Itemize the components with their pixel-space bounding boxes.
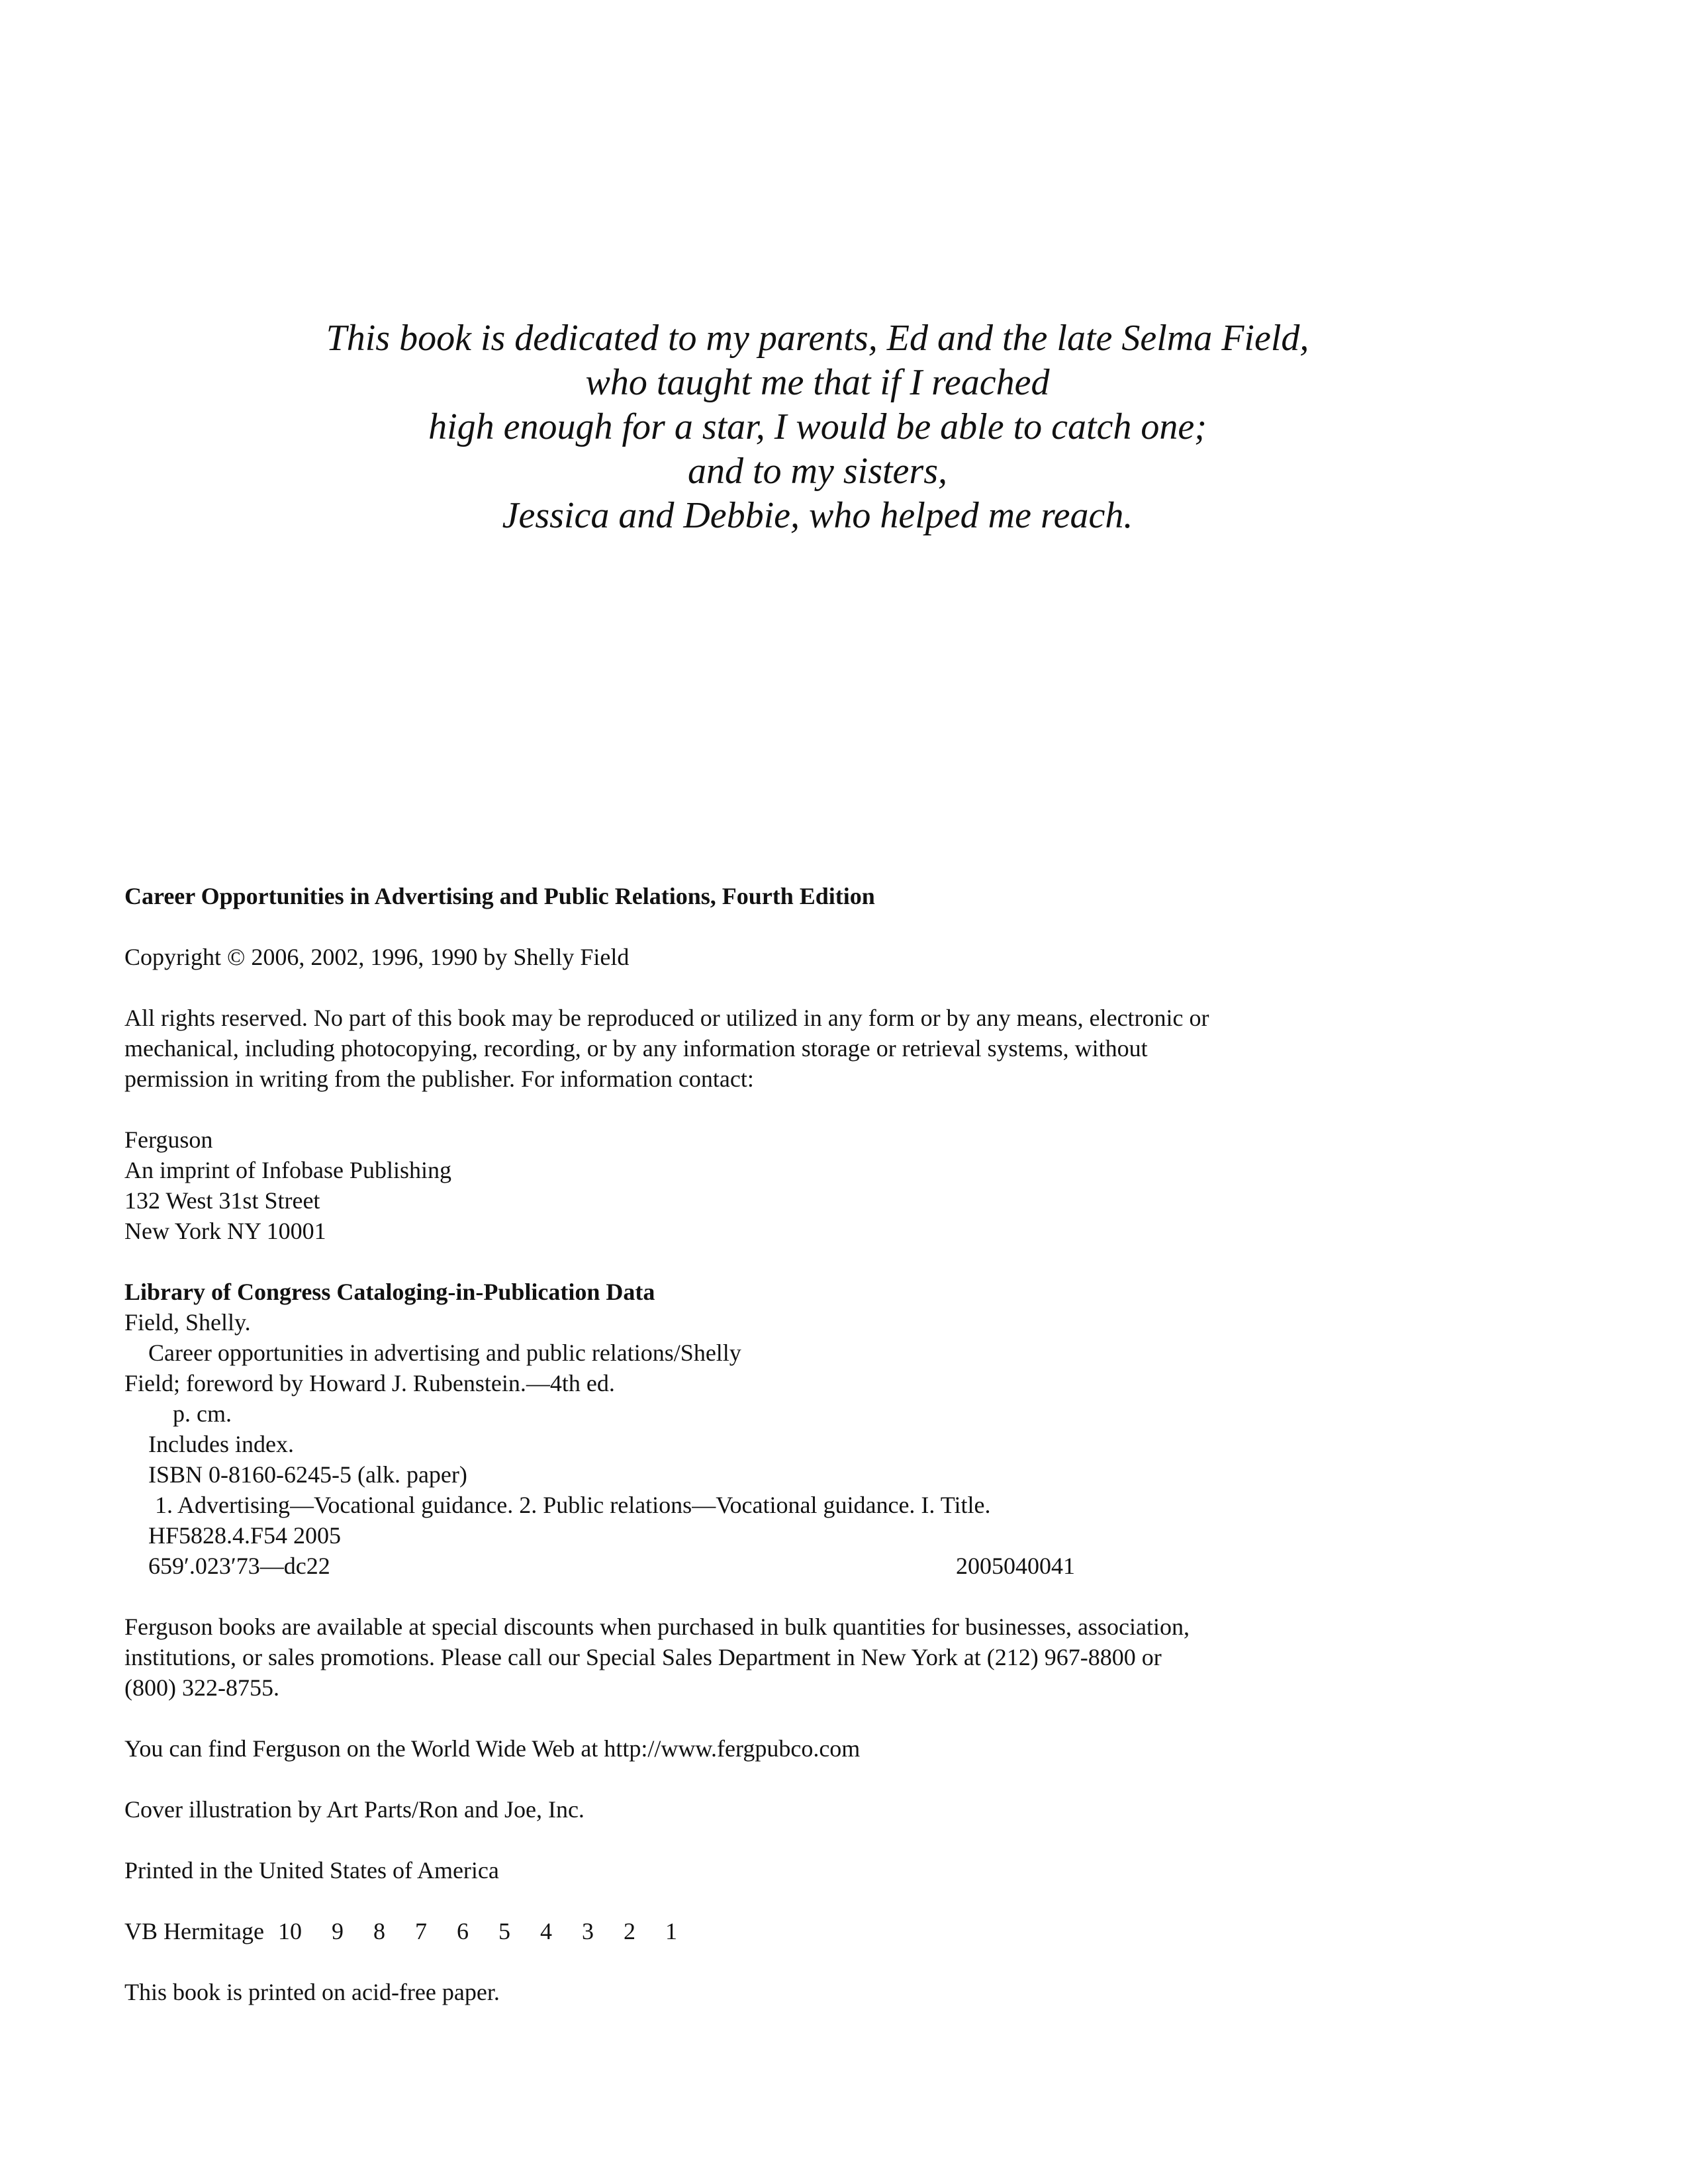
dedication-line: who taught me that if I reached xyxy=(585,362,1050,403)
copyright-page xyxy=(124,881,1382,2007)
cover-credit: Cover illustration by Art Parts/Ron and Joe, Inc. xyxy=(124,1796,585,1823)
cip-isbn: ISBN 0-8160-6245-5 (alk. paper) xyxy=(148,1461,467,1488)
dedication xyxy=(0,316,1635,538)
paper-note: This book is printed on acid-free paper. xyxy=(124,1979,500,2005)
print-number: 2 xyxy=(623,1918,635,1944)
print-number: 5 xyxy=(498,1918,510,1944)
dedication-line: and to my sisters, xyxy=(688,451,947,492)
print-number: 6 xyxy=(456,1918,469,1944)
dedication-line: high enough for a star, I would be able to catch one; xyxy=(428,406,1207,447)
sales-line: institutions, or sales promotions. Please call our Special Sales Department in New York at (212) 967-8800 or xyxy=(124,1644,1162,1670)
printed-line: Printed in the United States of America xyxy=(124,1857,499,1884)
dedication-line: This book is dedicated to my parents, Ed and the late Selma Field, xyxy=(326,318,1309,359)
book-title: Career Opportunities in Advertising and Public Relations, Fourth Edition xyxy=(124,883,875,909)
cip-title: Field; foreword by Howard J. Rubenstein.—4th ed. xyxy=(124,1370,615,1396)
print-number: 10 xyxy=(277,1918,302,1944)
publisher-line: New York NY 10001 xyxy=(124,1218,326,1244)
print-number: 1 xyxy=(665,1918,677,1944)
rights-line: mechanical, including photocopying, recording, or by any information storage or retrieval systems, without xyxy=(124,1035,1148,1062)
cip-title: Career opportunities in advertising and public relations/Shelly xyxy=(148,1340,741,1366)
rights-line: permission in writing from the publisher. For information contact: xyxy=(124,1066,754,1092)
print-number: 4 xyxy=(539,1918,552,1944)
print-number: 8 xyxy=(373,1918,385,1944)
rights-line: All rights reserved. No part of this book may be reproduced or utilized in any form or by any means, electronic or xyxy=(124,1005,1209,1031)
web-line: You can find Ferguson on the World Wide Web at http://www.fergpubco.com xyxy=(124,1735,861,1762)
print-line xyxy=(124,1916,1382,1946)
sales-line: Ferguson books are available at special discounts when purchased in bulk quantities for businesses, association, xyxy=(124,1614,1190,1640)
cip-lccn: 2005040041 xyxy=(956,1553,1075,1579)
print-number: 7 xyxy=(414,1918,427,1944)
cip-author: Field, Shelly. xyxy=(124,1309,251,1336)
cip-lcc: HF5828.4.F54 2005 xyxy=(148,1522,342,1549)
publisher-line: 132 West 31st Street xyxy=(124,1187,320,1214)
dedication-line: Jessica and Debbie, who helped me reach. xyxy=(502,495,1133,536)
print-number: 3 xyxy=(581,1918,594,1944)
publisher-line: Ferguson xyxy=(124,1126,213,1153)
copyright-notice: Copyright © 2006, 2002, 1996, 1990 by Shelly Field xyxy=(124,944,630,970)
cip-subjects: 1. Advertising—Vocational guidance. 2. Public relations—Vocational guidance. I. Title. xyxy=(155,1492,991,1518)
publisher-line: An imprint of Infobase Publishing xyxy=(124,1157,451,1183)
sales-line: (800) 322-8755. xyxy=(124,1674,279,1701)
cip-heading: Library of Congress Cataloging-in-Publication Data xyxy=(124,1279,655,1305)
print-number: 9 xyxy=(331,1918,344,1944)
cip-classification-row xyxy=(124,1551,1382,1581)
cip-index: Includes index. xyxy=(148,1431,294,1457)
cip-dewey: 659′.023′73—dc22 xyxy=(148,1553,330,1579)
print-line-label: VB Hermitage xyxy=(124,1918,264,1944)
cip-pages: p. cm. xyxy=(173,1400,232,1427)
